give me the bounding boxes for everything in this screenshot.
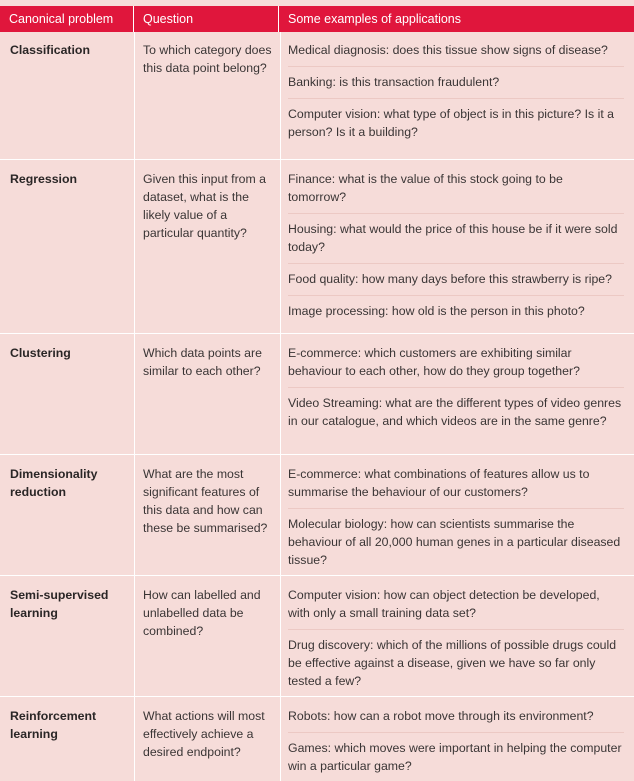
example-item: Video Streaming: what are the different types of video genres in our catalogue, and which videos are in the same genre? [288, 396, 622, 428]
header-examples: Some examples of applications [288, 12, 462, 26]
examples-list [288, 170, 624, 320]
example-item: Finance: what is the value of this stock going to be tomorrow? [288, 170, 624, 214]
examples-list [288, 465, 624, 569]
example-item: Banking: is this transaction fraudulent? [288, 73, 624, 99]
example-item: Computer vision: what type of object is in this picture? Is it a person? Is it a building? [288, 107, 615, 139]
row-divider [0, 696, 634, 697]
question-text: To which category does this data point belong? [143, 43, 272, 75]
problem-label: Reinforcement learning [10, 709, 97, 741]
example-item: E-commerce: which customers are exhibiting similar behaviour to each other, how do they group together? [288, 344, 624, 388]
example-item: E-commerce: what combinations of features allow us to summarise the behaviour of our customers? [288, 465, 624, 509]
table-header [0, 6, 634, 32]
example-item: Food quality: how many days before this strawberry is ripe? [288, 270, 624, 296]
question-text: How can labelled and unlabelled data be combined? [143, 588, 261, 638]
example-item: Drug discovery: which of the millions of possible drugs could be effective against a disease, given we have so far only tested a few? [288, 638, 617, 688]
header-question: Question [134, 6, 279, 32]
examples-list [288, 41, 624, 141]
problem-label: Dimensionality reduction [10, 467, 98, 499]
problem-label: Semi-supervised learning [10, 588, 109, 620]
column-divider [134, 32, 135, 781]
example-item: Computer vision: how can object detection be developed, with only a small training data set? [288, 586, 624, 630]
question-text: Given this input from a dataset, what is the likely value of a particular quantity? [143, 172, 267, 240]
problem-label: Clustering [10, 346, 71, 360]
row-divider [0, 159, 634, 160]
example-item: Molecular biology: how can scientists summarise the behaviour of all 20,000 human genes in a particular diseased tissue? [288, 517, 621, 567]
example-item: Image processing: how old is the person in this photo? [288, 304, 585, 318]
examples-list [288, 344, 624, 430]
row-divider [0, 333, 634, 334]
example-item: Housing: what would the price of this house be if it were sold today? [288, 220, 624, 264]
problem-label: Regression [10, 172, 77, 186]
examples-list [288, 707, 624, 775]
example-item: Games: which moves were important in helping the computer win a particular game? [288, 741, 622, 773]
problem-label: Classification [10, 43, 90, 57]
question-text: Which data points are similar to each other? [143, 346, 262, 378]
column-divider [280, 32, 281, 781]
question-text: What are the most significant features of this data and how can these be summarised? [143, 467, 268, 535]
example-item: Medical diagnosis: does this tissue show signs of disease? [288, 41, 624, 67]
example-item: Robots: how can a robot move through its environment? [288, 707, 624, 733]
row-divider [0, 575, 634, 576]
row-divider [0, 454, 634, 455]
question-text: What actions will most effectively achieve a desired endpoint? [143, 709, 265, 759]
examples-list [288, 586, 624, 690]
header-canonical-problem: Canonical problem [0, 6, 134, 32]
